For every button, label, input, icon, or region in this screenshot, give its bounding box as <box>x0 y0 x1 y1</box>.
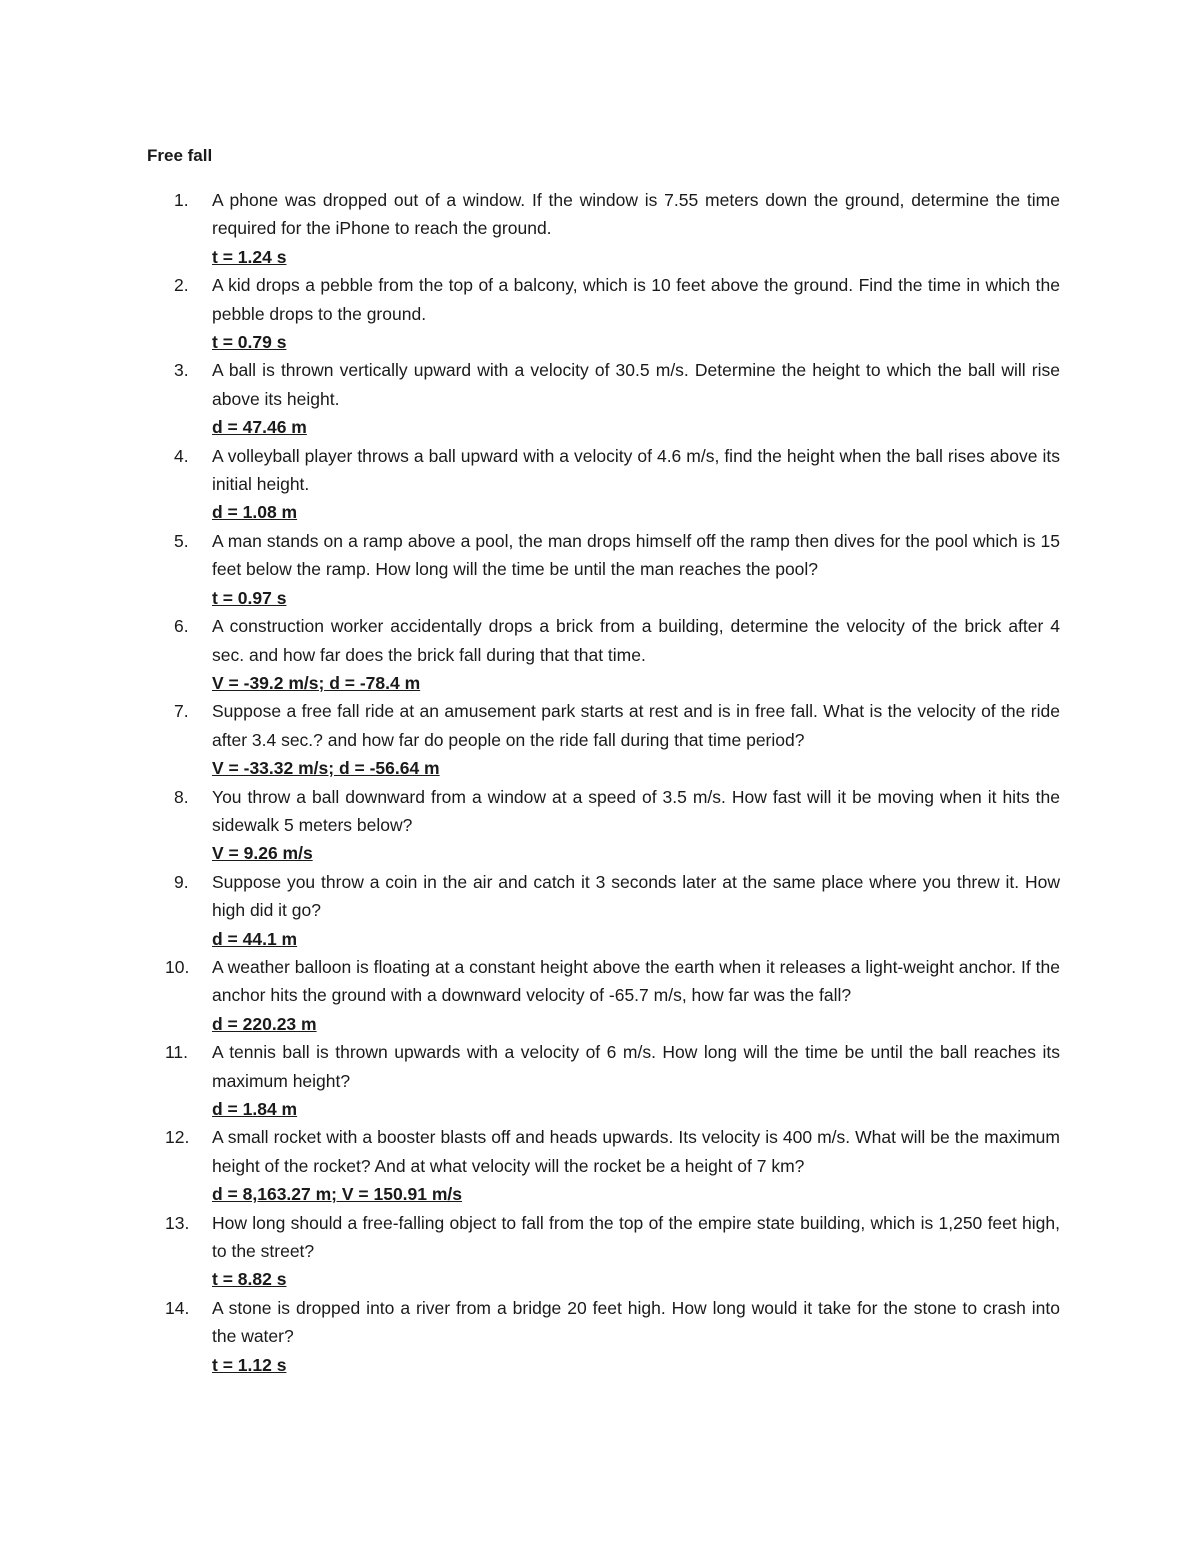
problem-answer: d = 1.08 m <box>212 502 298 523</box>
problem-answer: t = 0.97 s <box>212 587 287 608</box>
problem-number: 13. <box>165 1212 190 1233</box>
problem-number: 2. <box>174 275 189 296</box>
problem-answer: t = 8.82 s <box>212 1269 287 1290</box>
problem-item <box>0 356 1060 441</box>
problem-item <box>0 612 1060 697</box>
problem-item <box>0 697 1060 782</box>
problem-item <box>0 1209 1060 1294</box>
problem-item <box>0 1123 1060 1208</box>
problem-answer: V = -33.32 m/s; d = -56.64 m <box>212 758 440 779</box>
problem-question: A kid drops a pebble from the top of a balcony, which is 10 feet above the ground. Find the time in which the pebble drops to the ground. <box>212 275 1060 324</box>
problem-answer: d = 47.46 m <box>212 417 307 438</box>
problem-number: 8. <box>174 786 189 807</box>
problem-number: 9. <box>174 871 189 892</box>
page-title: Free fall <box>147 146 213 165</box>
problem-item <box>0 783 1060 868</box>
problem-number: 14. <box>165 1297 190 1318</box>
problem-item <box>0 442 1060 527</box>
problem-answer: t = 0.79 s <box>212 332 287 353</box>
problem-question: How long should a free-falling object to fall from the top of the empire state building, which is 1,250 feet high, to the street? <box>212 1212 1060 1262</box>
problem-question: Suppose a free fall ride at an amusement park starts at rest and is in free fall. What is the velocity of the ride after 3.4 sec.? and how far do people on the ride fall during that time period? <box>212 701 1060 750</box>
problem-item <box>0 527 1060 612</box>
problem-question: A tennis ball is thrown upwards with a velocity of 6 m/s. How long will the time be until the ball reaches its maximum height? <box>212 1042 1060 1091</box>
problem-number: 1. <box>174 190 189 210</box>
problem-question: You throw a ball downward from a window at a speed of 3.5 m/s. How fast will it be moving when it hits the sidewalk 5 meters below? <box>212 786 1060 835</box>
problem-number: 12. <box>165 1127 190 1148</box>
problem-number: 5. <box>174 530 189 551</box>
problem-answer: t = 1.24 s <box>212 246 287 267</box>
problem-item <box>0 953 1060 1038</box>
problem-item <box>0 1294 1060 1379</box>
problem-item <box>0 271 1060 356</box>
problem-question: Suppose you throw a coin in the air and catch it 3 seconds later at the same place where you threw it. How high did it go? <box>212 871 1060 921</box>
problem-number: 10. <box>165 956 190 977</box>
problem-number: 11. <box>165 1042 189 1063</box>
problem-item <box>0 868 1060 953</box>
problem-question: A small rocket with a booster blasts off and heads upwards. Its velocity is 400 m/s. What will be the maximum height of the rocket? And at what velocity will the rocket be a height of 7 km? <box>212 1127 1060 1176</box>
problem-question: A man stands on a ramp above a pool, the man drops himself off the ramp then dives for the pool which is 15 feet below the ramp. How long will the time be until the man reaches the pool? <box>212 530 1060 580</box>
problem-number: 7. <box>174 701 189 722</box>
problem-number: 3. <box>174 360 189 381</box>
problem-question: A phone was dropped out of a window. If the window is 7.55 meters down the ground, determine the time required for the iPhone to reach the ground. <box>212 190 1060 239</box>
problem-item <box>0 186 1060 271</box>
problem-list <box>0 186 1200 1379</box>
problem-item <box>0 1038 1060 1123</box>
problem-question: A weather balloon is floating at a constant height above the earth when it releases a light-weight anchor. If the anchor hits the ground with a downward velocity of -65.7 m/s, how far was the fall? <box>212 956 1060 1006</box>
problem-question: A stone is dropped into a river from a bridge 20 feet high. How long would it take for the stone to crash into the water? <box>212 1297 1060 1347</box>
problem-question: A ball is thrown vertically upward with a velocity of 30.5 m/s. Determine the height to which the ball will rise above its height. <box>212 360 1060 409</box>
problem-answer: d = 1.84 m <box>212 1099 298 1119</box>
problem-answer: V = 9.26 m/s <box>212 843 313 864</box>
problem-answer: d = 220.23 m <box>212 1013 317 1034</box>
problem-answer: d = 8,163.27 m; V = 150.91 m/s <box>212 1184 463 1205</box>
problem-answer: d = 44.1 m <box>212 928 298 949</box>
problem-question: A construction worker accidentally drops a brick from a building, determine the velocity of the brick after 4 sec. and how far does the brick fall during that that time. <box>212 616 1060 665</box>
problem-number: 6. <box>174 616 189 637</box>
problem-number: 4. <box>174 445 189 466</box>
problem-answer: V = -39.2 m/s; d = -78.4 m <box>212 672 421 693</box>
problem-question: A volleyball player throws a ball upward with a velocity of 4.6 m/s, find the height when the ball rises above its initial height. <box>212 445 1060 495</box>
problem-answer: t = 1.12 s <box>212 1354 287 1375</box>
